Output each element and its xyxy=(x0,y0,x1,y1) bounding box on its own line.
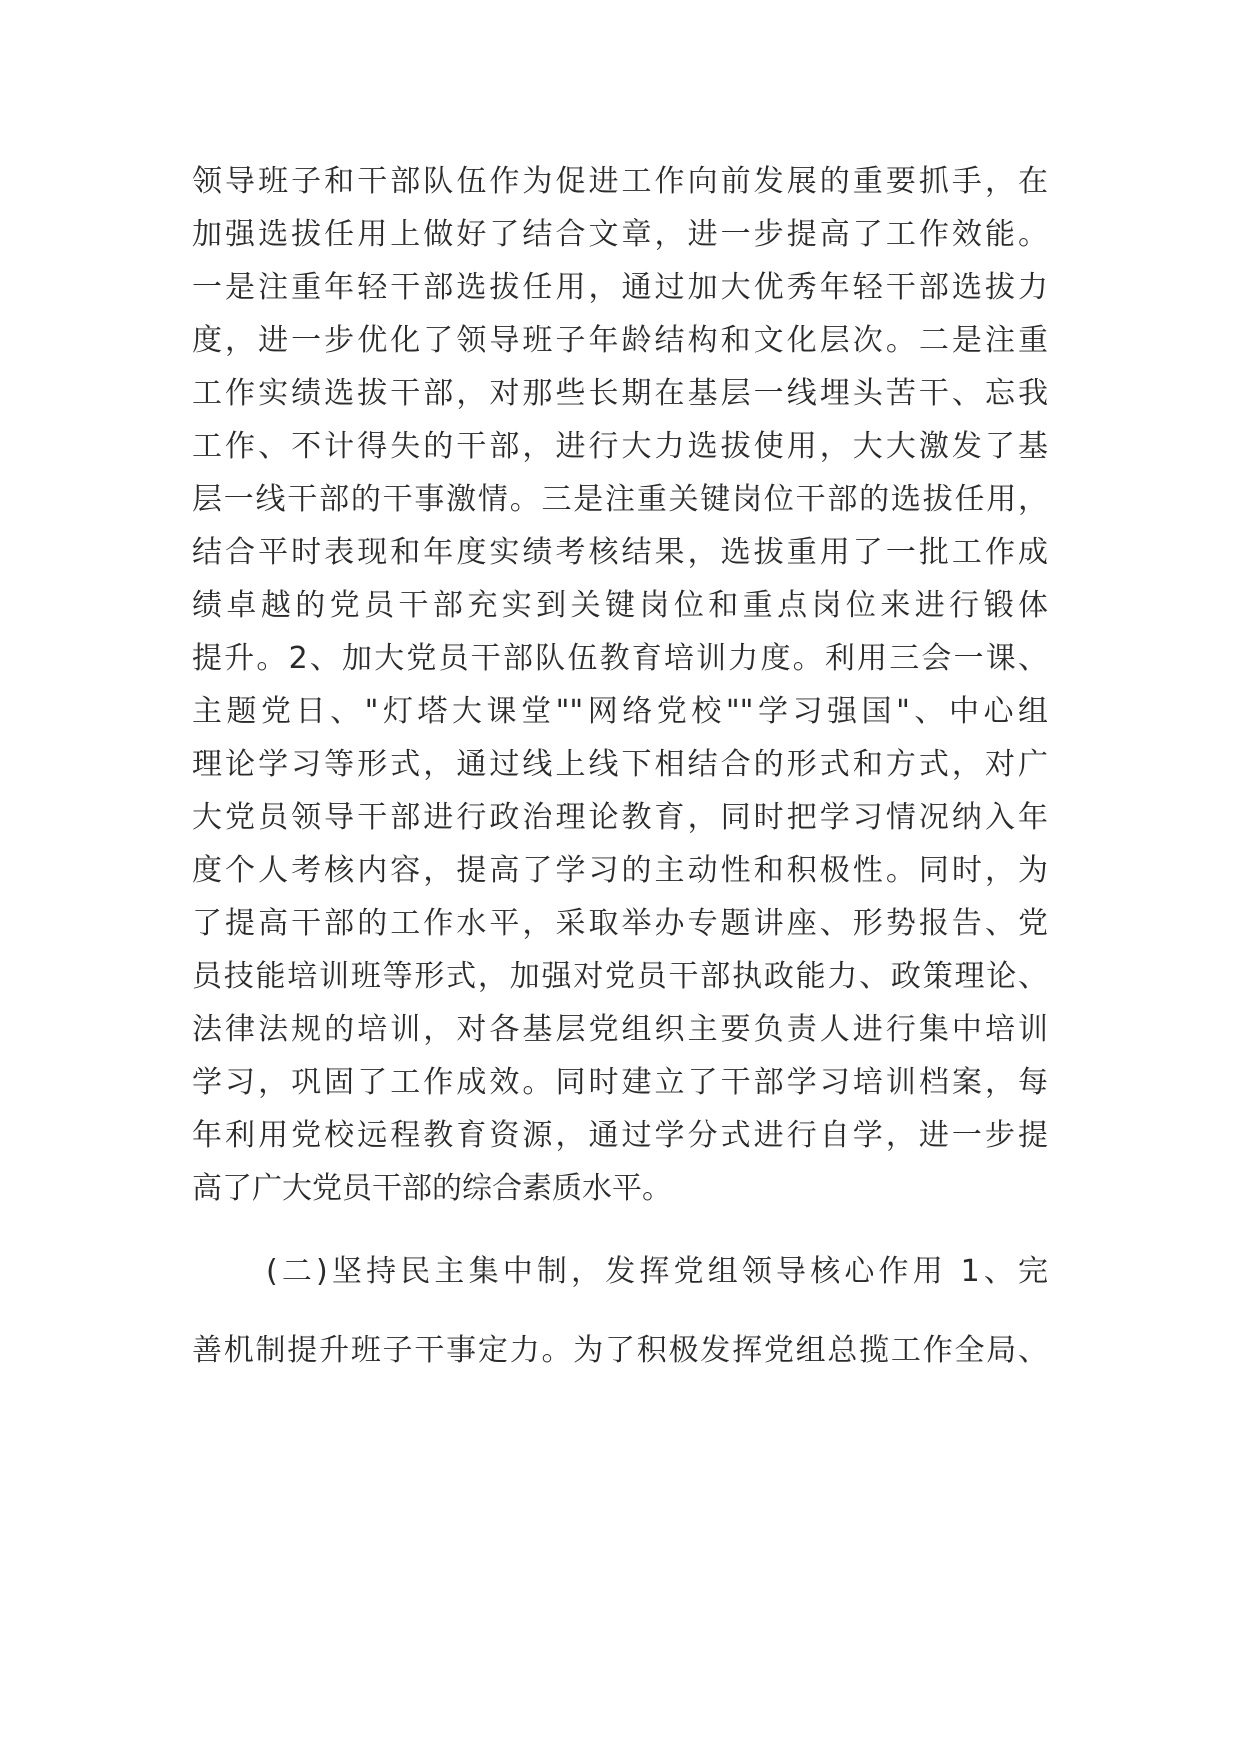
text-line: 度，进一步优化了领导班子年龄结构和文化层次。二是注重 xyxy=(192,323,1048,358)
text-line: 年利用党校远程教育资源，通过学分式进行自学，进一步提 xyxy=(192,1118,1048,1153)
section-heading-line: (二)坚持民主集中制，发挥党组领导核心作用 1、完 xyxy=(266,1254,1048,1289)
paragraph-cadre-training xyxy=(192,155,1048,1215)
text-line: 了提高干部的工作水平，采取举办专题讲座、形势报告、党 xyxy=(192,906,1048,941)
text-line: 领导班子和干部队伍作为促进工作向前发展的重要抓手，在 xyxy=(192,164,1048,199)
text-line: 提升。2、加大党员干部队伍教育培训力度。利用三会一课、 xyxy=(192,641,1048,676)
text-line: 学习，巩固了工作成效。同时建立了干部学习培训档案，每 xyxy=(192,1065,1048,1100)
text-line: 工作、不计得失的干部，进行大力选拔使用，大大激发了基 xyxy=(192,429,1048,464)
text-line: 层一线干部的干事激情。三是注重关键岗位干部的选拔任用， xyxy=(192,482,1048,517)
paragraph-democratic-centralism xyxy=(192,1245,1048,1377)
text-line: 度个人考核内容，提高了学习的主动性和积极性。同时，为 xyxy=(192,853,1048,888)
text-line: 绩卓越的党员干部充实到关键岗位和重点岗位来进行锻体 xyxy=(192,588,1048,623)
text-line: 理论学习等形式，通过线上线下相结合的形式和方式，对广 xyxy=(192,747,1048,782)
text-line: 加强选拔任用上做好了结合文章，进一步提高了工作效能。 xyxy=(192,217,1048,252)
text-line: 结合平时表现和年度实绩考核结果，选拔重用了一批工作成 xyxy=(192,535,1048,570)
text-line: 一是注重年轻干部选拔任用，通过加大优秀年轻干部选拔力 xyxy=(192,270,1048,305)
text-line: 工作实绩选拔干部，对那些长期在基层一线埋头苦干、忘我 xyxy=(192,376,1048,411)
text-line: 员技能培训班等形式，加强对党员干部执政能力、政策理论、 xyxy=(192,959,1048,994)
text-line: 主题党日、"灯塔大课堂""网络党校""学习强国"、中心组 xyxy=(192,694,1048,729)
text-line: 法律法规的培训，对各基层党组织主要负责人进行集中培训 xyxy=(192,1012,1048,1047)
text-line: 大党员领导干部进行政治理论教育，同时把学习情况纳入年 xyxy=(192,800,1048,835)
text-line: 善机制提升班子干事定力。为了积极发挥党组总揽工作全局、 xyxy=(192,1333,1048,1368)
text-line: 高了广大党员干部的综合素质水平。 xyxy=(192,1171,672,1206)
